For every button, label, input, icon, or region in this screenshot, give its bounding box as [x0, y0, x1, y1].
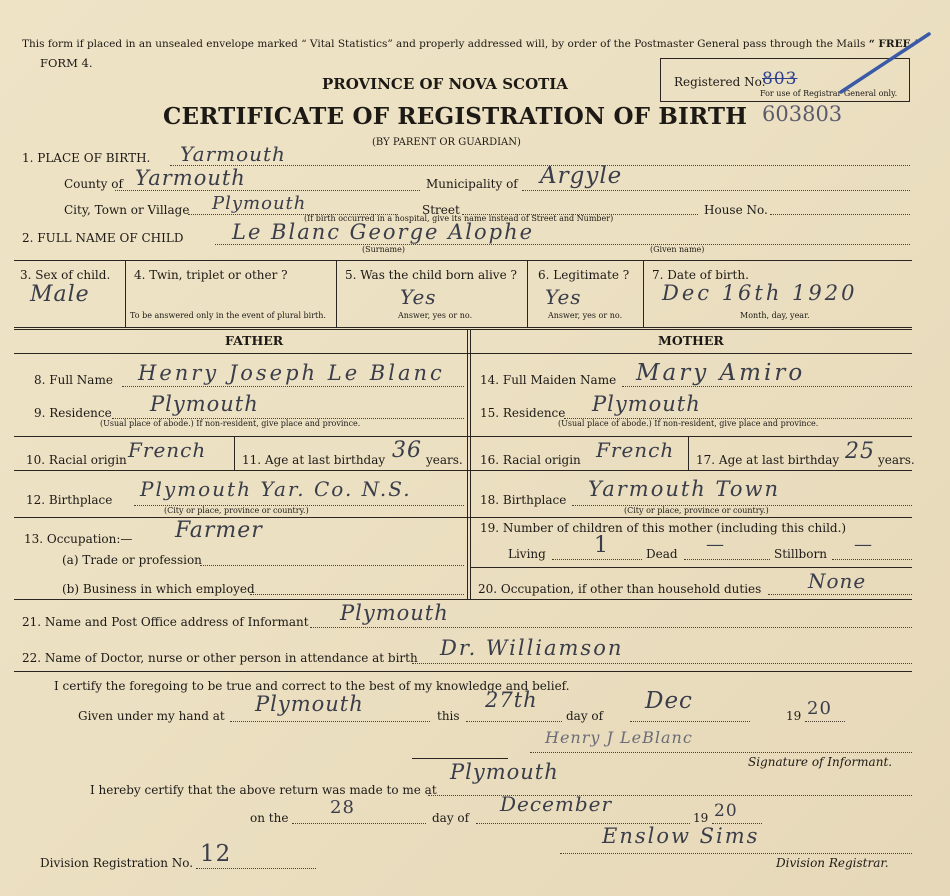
- father-racial-label: 10. Racial origin: [26, 453, 127, 467]
- given-place: Plymouth: [255, 692, 364, 716]
- mother-occupation-line: [768, 594, 912, 595]
- trade-line: [200, 565, 464, 566]
- street-note: (If birth occurred in a hospital, give its name instead of Street and Number): [304, 214, 614, 223]
- stillborn-value: —: [854, 534, 873, 555]
- dob-note: Month, day, year.: [740, 311, 810, 320]
- row-rule: [14, 470, 912, 471]
- mother-occupation-value: None: [808, 569, 867, 593]
- row-rule: [14, 599, 912, 600]
- dob-value: Dec 16th 1920: [662, 281, 858, 305]
- registrar-month: December: [500, 792, 613, 816]
- living-label: Living: [508, 547, 546, 561]
- certificate-subtitle: (BY PARENT OR GUARDIAN): [372, 137, 521, 148]
- county-line: [115, 190, 420, 191]
- alive-label: 5. Was the child born alive ?: [345, 268, 517, 282]
- doctor-label: 22. Name of Doctor, nurse or other person in attendance at birth: [22, 651, 418, 665]
- registered-number: 803: [762, 69, 798, 89]
- mail-notice-free: “ FREE.”: [868, 38, 921, 50]
- mother-racial-value: French: [596, 438, 675, 462]
- alive-note: Answer, yes or no.: [398, 311, 473, 320]
- parents-divider: [467, 329, 468, 599]
- informant-label: 21. Name and Post Office address of Informant: [22, 615, 309, 629]
- child-line: [215, 244, 910, 245]
- alive-value: Yes: [400, 285, 437, 309]
- father-age-value: 36: [392, 438, 422, 463]
- mother-birthplace-value: Yarmouth Town: [588, 477, 781, 501]
- registrar-signature: Enslow Sims: [602, 824, 760, 848]
- informant-line: [310, 627, 912, 628]
- doctor-value: Dr. Williamson: [440, 636, 624, 660]
- col-rule: [125, 260, 126, 327]
- living-value: 1: [594, 533, 609, 558]
- mother-age-value: 25: [845, 439, 875, 464]
- place-value: Yarmouth: [180, 142, 286, 166]
- certify-year: 20: [807, 698, 832, 719]
- legit-note: Answer, yes or no.: [548, 311, 623, 320]
- informant-signature-label: Signature of Informant.: [748, 755, 893, 769]
- doctor-line: [412, 663, 912, 664]
- row-rule: [14, 517, 912, 518]
- mother-residence-label: 15. Residence: [480, 406, 566, 420]
- business-label: (b) Business in which employed: [62, 582, 255, 596]
- col-rule: [234, 436, 235, 470]
- certify-year-prefix: 19: [786, 709, 802, 723]
- row-rule: [14, 436, 912, 437]
- mother-name-label: 14. Full Maiden Name: [480, 373, 617, 387]
- given-caption: (Given name): [650, 245, 705, 254]
- informant-signature: Henry J LeBlanc: [545, 728, 693, 747]
- trade-label: (a) Trade or profession: [62, 553, 202, 567]
- mother-occupation-label: 20. Occupation, if other than household duties: [478, 582, 762, 596]
- division-line: [196, 868, 316, 869]
- mother-heading: MOTHER: [658, 333, 724, 348]
- short-rule: [412, 758, 508, 759]
- row-rule: [14, 353, 912, 354]
- legit-label: 6. Legitimate ?: [538, 268, 630, 282]
- registrar-signature-line: [560, 853, 912, 854]
- mother-birthplace-note: (City or place, province or country.): [624, 506, 769, 515]
- given-label: Given under my hand at: [78, 709, 225, 723]
- registrar-statement: I hereby certify that the above return was made to me at: [90, 783, 437, 797]
- division-value: 12: [200, 841, 232, 867]
- city-label: City, Town or Village: [64, 203, 190, 217]
- registrar-day-line: [292, 823, 426, 824]
- certify-day-line: [466, 721, 562, 722]
- sex-label: 3. Sex of child.: [20, 268, 111, 282]
- certify-month: Dec: [645, 688, 693, 714]
- on-the-label: on the: [250, 811, 289, 825]
- father-residence-value: Plymouth: [150, 392, 259, 416]
- province-heading: PROVINCE OF NOVA SCOTIA: [322, 75, 568, 93]
- father-residence-note: (Usual place of abode.) If non-resident, give place and province.: [100, 419, 361, 428]
- dead-line: [684, 559, 770, 560]
- sex-value: Male: [30, 282, 90, 307]
- col-rule: [688, 436, 689, 470]
- certificate-title: CERTIFICATE OF REGISTRATION OF BIRTH: [163, 103, 748, 130]
- registered-note: For use of Registrar General only.: [760, 89, 898, 98]
- col-rule: [527, 260, 528, 327]
- municipality-value: Argyle: [540, 163, 623, 189]
- father-name-label: 8. Full Name: [34, 373, 113, 387]
- certify-day-of: day of: [566, 709, 604, 723]
- father-birthplace-value: Plymouth Yar. Co. N.S.: [140, 477, 412, 501]
- dead-value: —: [706, 534, 725, 555]
- certify-day: 27th: [485, 688, 538, 712]
- dob-label: 7. Date of birth.: [652, 268, 749, 282]
- county-label: County of: [64, 177, 123, 191]
- stillborn-label: Stillborn: [774, 547, 827, 561]
- registrar-day-of: day of: [432, 811, 470, 825]
- division-label: Division Registration No.: [40, 856, 194, 870]
- mother-residence-note: (Usual place of abode.) If non-resident, give place and province.: [558, 419, 819, 428]
- row-rule: [14, 671, 912, 672]
- father-name-line: [122, 386, 464, 387]
- father-name-value: Henry Joseph Le Blanc: [138, 361, 445, 385]
- father-birthplace-label: 12. Birthplace: [26, 493, 113, 507]
- stamped-number: 603803: [762, 102, 843, 126]
- mother-age-label: 17. Age at last birthday: [696, 453, 840, 467]
- living-line: [552, 559, 642, 560]
- certify-month-line: [630, 721, 750, 722]
- mail-notice: [22, 37, 920, 51]
- mother-children-label: 19. Number of children of this mother (including this child.): [480, 521, 847, 535]
- blue-pen-mark: [835, 28, 935, 98]
- form-number: FORM 4.: [40, 56, 93, 70]
- given-place-line: [230, 721, 430, 722]
- place-label: 1. PLACE OF BIRTH.: [22, 151, 151, 165]
- registrar-year-prefix: 19: [693, 811, 709, 825]
- registered-label: Registered No.: [674, 75, 766, 89]
- informant-value: Plymouth: [340, 601, 449, 625]
- mother-name-line: [622, 386, 912, 387]
- stillborn-line: [832, 559, 912, 560]
- child-label: 2. FULL NAME OF CHILD: [22, 231, 184, 245]
- street-label: Street: [422, 203, 460, 217]
- father-years: years.: [426, 453, 463, 467]
- mother-racial-label: 16. Racial origin: [480, 453, 581, 467]
- informant-signature-line: [530, 752, 912, 753]
- registrar-year: 20: [714, 801, 738, 821]
- house-label: House No.: [704, 203, 768, 217]
- mother-years: years.: [878, 453, 915, 467]
- mother-birthplace-label: 18. Birthplace: [480, 493, 567, 507]
- father-occupation-label: 13. Occupation:—: [24, 532, 133, 546]
- col-rule: [336, 260, 337, 327]
- twin-note: To be answered only in the event of plural birth.: [130, 311, 326, 320]
- mail-notice-text: This form if placed in an unsealed envelope marked “ Vital Statistics” and properly addressed will, by order of the Postmaster General pass through the Mails: [22, 38, 866, 50]
- certify-statement: I certify the foregoing to be true and correct to the best of my knowledge and belief.: [54, 679, 570, 693]
- father-racial-value: French: [128, 438, 207, 462]
- father-heading: FATHER: [225, 333, 284, 348]
- row-rule: [14, 260, 912, 261]
- father-birthplace-note: (City or place, province or country.): [164, 506, 309, 515]
- this-label: this: [437, 709, 460, 723]
- father-occupation-value: Farmer: [175, 518, 263, 543]
- row-rule: [470, 567, 912, 568]
- father-age-label: 11. Age at last birthday: [242, 453, 386, 467]
- child-value: Le Blanc George Alophe: [232, 220, 535, 244]
- registrar-label: Division Registrar.: [776, 856, 889, 870]
- municipality-label: Municipality of: [426, 177, 518, 191]
- business-line: [250, 594, 464, 595]
- mother-residence-value: Plymouth: [592, 392, 701, 416]
- twin-label: 4. Twin, triplet or other ?: [134, 268, 288, 282]
- father-residence-label: 9. Residence: [34, 406, 112, 420]
- registrar-place: Plymouth: [450, 760, 559, 784]
- parents-divider: [470, 329, 471, 599]
- house-line: [770, 214, 910, 215]
- dead-label: Dead: [646, 547, 678, 561]
- surname-caption: (Surname): [362, 245, 405, 254]
- city-value: Plymouth: [212, 193, 307, 214]
- mother-name-value: Mary Amiro: [636, 360, 806, 386]
- row-rule: [14, 327, 912, 328]
- row-rule: [14, 329, 912, 330]
- col-rule: [643, 260, 644, 327]
- municipality-line: [522, 190, 910, 191]
- certify-year-line: [805, 721, 845, 722]
- registrar-day: 28: [330, 797, 355, 818]
- county-value: Yarmouth: [135, 166, 246, 190]
- legit-value: Yes: [545, 285, 582, 309]
